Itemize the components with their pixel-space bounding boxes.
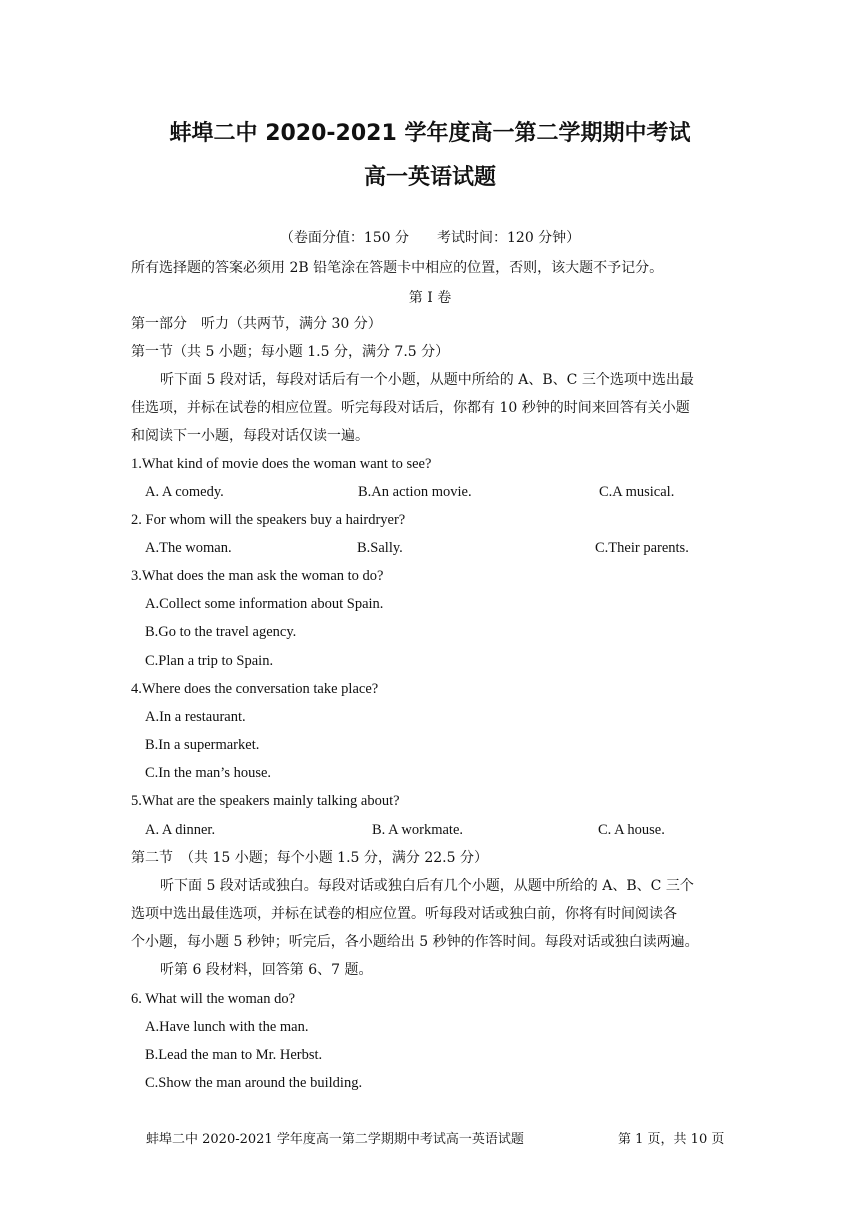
exam-title: 蚌埠二中 2020-2021 学年度高一第二学期期中考试 xyxy=(169,121,691,146)
section1-instruction-line: 佳选项，并标在试卷的相应位置。听完每段对话后，你都有 10 秒钟的时间来回答有关小题 xyxy=(131,400,690,416)
option-a: A.Have lunch with the man. xyxy=(145,1019,309,1035)
option-c: C.Their parents. xyxy=(595,540,689,556)
part1-heading: 第一部分 听力（共两节，满分 30 分） xyxy=(131,316,382,332)
option-b: B.Sally. xyxy=(357,540,403,556)
section1-instruction-line: 听下面 5 段对话，每段对话后有一个小题，从题中所给的 A、B、C 三个选项中选出最 xyxy=(160,372,694,388)
material-6-note: 听第 6 段材料，回答第 6、7 题。 xyxy=(160,962,373,978)
question-stem: 2. For whom will the speakers buy a hairdryer? xyxy=(131,512,406,528)
option-a: A.The woman. xyxy=(145,540,232,556)
question-stem: 5.What are the speakers mainly talking about? xyxy=(131,793,400,809)
option-a: A. A dinner. xyxy=(145,822,216,838)
option-c: C.A musical. xyxy=(599,484,675,500)
option-b: B.Lead the man to Mr. Herbst. xyxy=(145,1047,323,1063)
volume-label: 第 I 卷 xyxy=(408,290,452,306)
section2-instruction-line: 选项中选出最佳选项，并标在试卷的相应位置。听每段对话或独白前，你将有时间阅读各 xyxy=(131,906,677,922)
exam-info: （卷面分值：150 分 考试时间：120 分钟） xyxy=(279,230,581,246)
option-b: B.An action movie. xyxy=(358,484,472,500)
section1-heading: 第一节（共 5 小题；每小题 1.5 分，满分 7.5 分） xyxy=(131,344,450,360)
option-a: A.Collect some information about Spain. xyxy=(145,596,384,612)
option-c: C.Show the man around the building. xyxy=(145,1075,363,1091)
question-stem: 6. What will the woman do? xyxy=(131,991,296,1007)
section2-heading: 第二节 （共 15 小题；每个小题 1.5 分，满分 22.5 分） xyxy=(131,850,488,866)
section2-instruction-line: 个小题，每小题 5 秒钟；听完后，各小题给出 5 秒钟的作答时间。每段对话或独白读两遍。 xyxy=(131,934,699,950)
option-c: C.In the man’s house. xyxy=(145,765,272,781)
option-b: B.In a supermarket. xyxy=(145,737,260,753)
footer-title: 蚌埠二中 2020-2021 学年度高一第二学期期中考试高一英语试题 xyxy=(146,1132,524,1147)
option-b: B.Go to the travel agency. xyxy=(145,624,297,640)
question-stem: 4.Where does the conversation take place? xyxy=(131,681,379,697)
answer-notice: 所有选择题的答案必须用 2B 铅笔涂在答题卡中相应的位置，否则，该大题不予记分。 xyxy=(131,260,664,276)
option-c: C.Plan a trip to Spain. xyxy=(145,653,274,669)
question-stem: 3.What does the man ask the woman to do? xyxy=(131,568,384,584)
option-a: A.In a restaurant. xyxy=(145,709,246,725)
page-number: 第 1 页，共 10 页 xyxy=(618,1132,725,1147)
section1-instruction-line: 和阅读下一小题，每段对话仅读一遍。 xyxy=(131,428,369,444)
question-stem: 1.What kind of movie does the woman want to see? xyxy=(131,456,432,472)
option-b: B. A workmate. xyxy=(372,822,464,838)
exam-subtitle: 高一英语试题 xyxy=(363,165,496,190)
section2-instruction-line: 听下面 5 段对话或独白。每段对话或独白后有几个小题，从题中所给的 A、B、C 三个 xyxy=(160,878,694,894)
option-c: C. A house. xyxy=(598,822,665,838)
option-a: A. A comedy. xyxy=(145,484,224,500)
